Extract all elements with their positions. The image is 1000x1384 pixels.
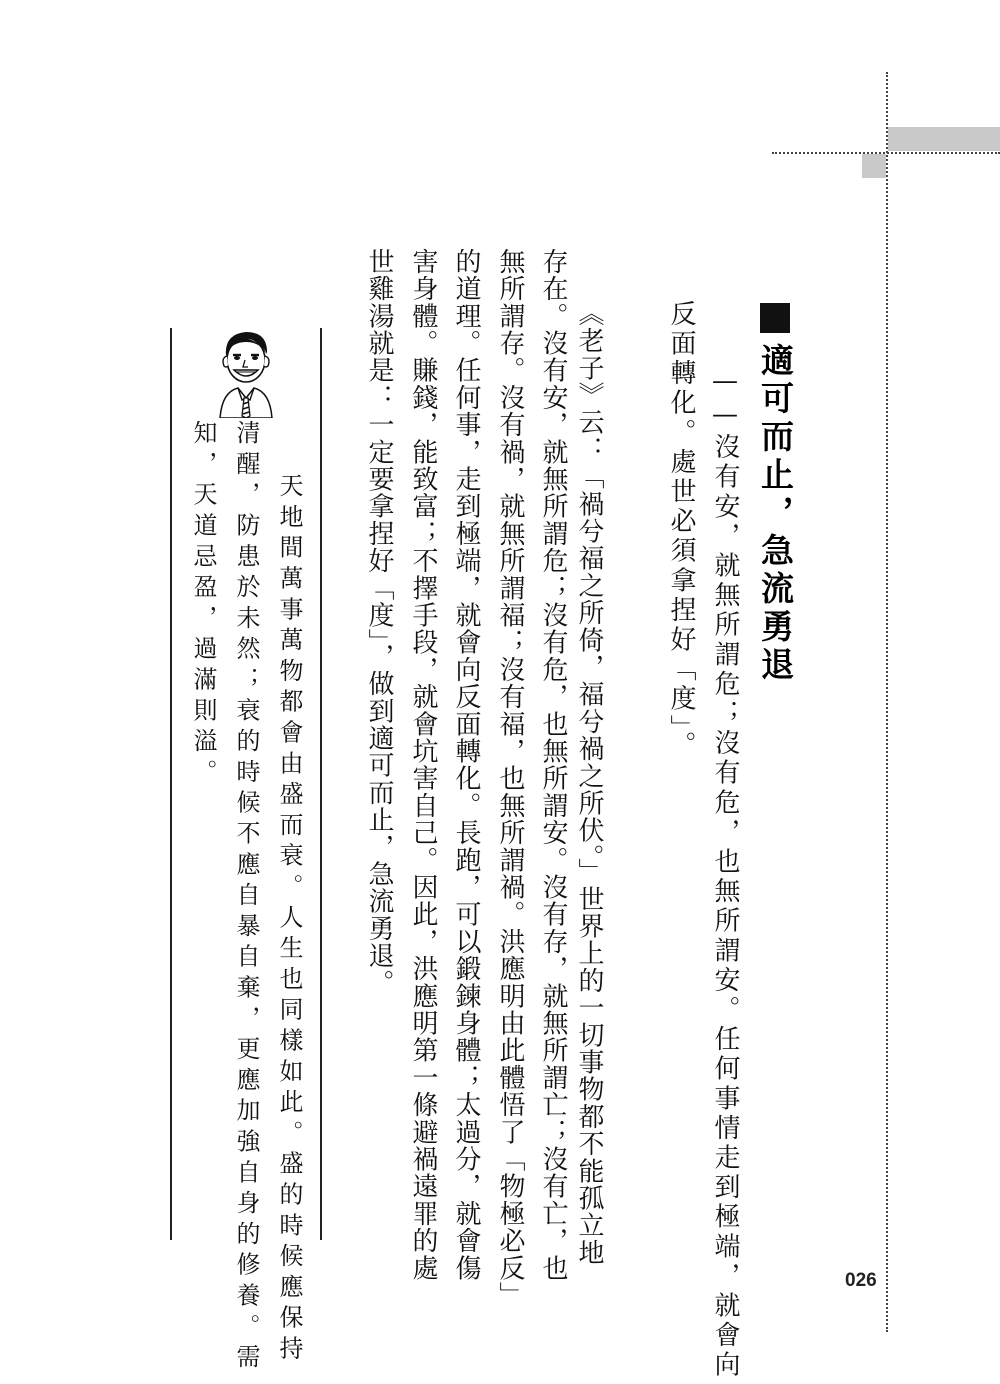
chapter-tab-bar [888,127,1000,151]
body-line: 存在。沒有安，就無所謂危；沒有危，也無所謂安。沒有存，就無所謂亡；沒有亡，也 [538,248,568,1282]
section-title-text: 適可而止，急流勇退 [756,343,795,685]
subtitle-line: 反面轉化。處世必須拿捏好「度」。 [666,300,696,761]
header-dotted-line [772,152,1000,154]
note-line: 知，天道忌盈，過滿則溢。 [189,420,217,790]
page-margin-dotted-line [886,72,888,1332]
subtitle-line: ——沒有安，就無所謂危；沒有危，也無所謂安。任何事情走到極端，就會向 [710,366,740,1381]
body-line: 世雞湯就是：一定要拿捏好「度」，做到適可而止，急流勇退。 [364,248,394,997]
body-line: 害身體。賺錢，能致富；不擇手段，就會坑害自己。因此，洪應明第一條避禍遠罪的處 [408,248,438,1282]
note-box-left-rule [170,328,172,1240]
note-line: 天地間萬事萬物都會由盛而衰。人生也同樣如此。盛的時候應保持 [275,473,303,1367]
note-line: 清醒，防患於未然；衰的時候不應自暴自棄，更應加強自身的修養。需 [232,420,260,1375]
note-box-right-rule [320,328,322,1240]
body-line: 無所謂存。沒有禍，就無所謂福；沒有福，也無所謂禍。洪應明由此體悟了「物極必反」 [495,248,525,1309]
chapter-tab-marker [862,154,886,178]
page-number: 026 [845,1270,877,1291]
body-line: 的道理。任何事，走到極端，就會向反面轉化。長跑，可以鍛鍊身體；太過分，就會傷 [451,248,481,1282]
section-title [756,303,795,685]
body-line: 《老子》云：「禍兮福之所倚，福兮禍之所伏。」世界上的一切事物都不能孤立地 [574,300,604,1267]
title-square-bullet-icon [760,303,790,333]
cartoon-man-icon [212,326,280,418]
